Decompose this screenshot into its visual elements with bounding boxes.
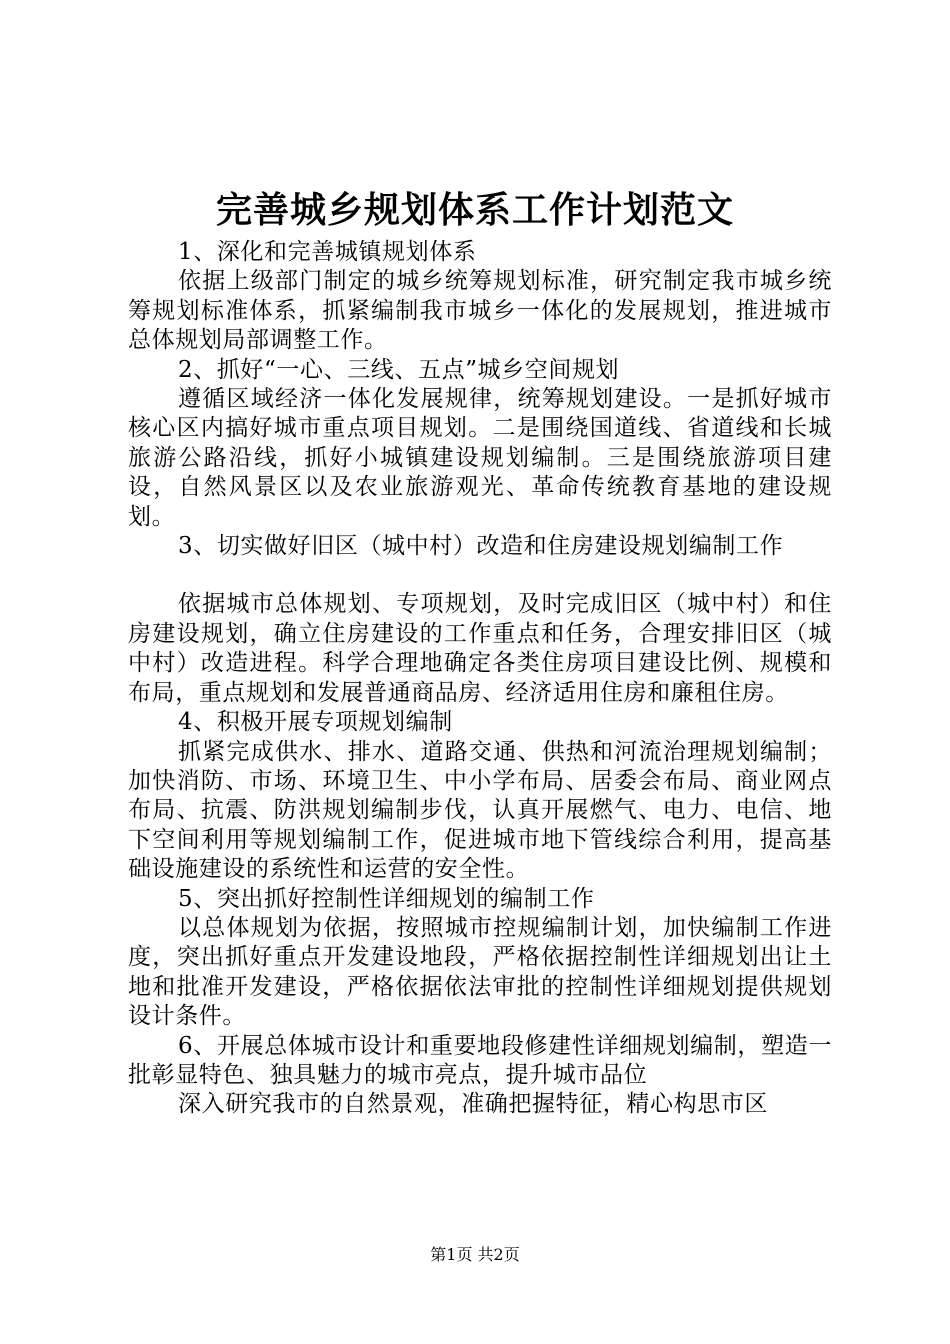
section-heading: 3、切实做好旧区（城中村）改造和住房建设规划编制工作 (178, 533, 784, 560)
section-heading: 4、积极开展专项规划编制 (178, 709, 453, 736)
section-paragraph: 抓紧完成供水、排水、道路交通、供热和河流治理规划编制；加快消防、市场、环境卫生、中小学布局、居委会布局、商业网点布局、抗震、防洪规划编制步伐，认真开展燃气、电力、电信、地下空间利用等规划编制工作，促进城市地下管线综合利用，提高基础设施建设的系统性和运营的安全性。 (128, 738, 832, 883)
section-heading: 6、开展总体城市设计和重要地段修建性详细规划编制，塑造一批彰显特色、独具魅力的城市亮点，提升城市品位 (128, 1032, 832, 1088)
section-paragraph: 依据上级部门制定的城乡统筹规划标准，研究制定我市城乡统筹规划标准体系，抓紧编制我市城乡一体化的发展规划，推进城市总体规划局部调整工作。 (128, 268, 832, 354)
page-footer: 第1页 共2页 (430, 1245, 520, 1264)
document-title: 完善城乡规划体系工作计划范文 (215, 189, 734, 231)
document-body (128, 238, 832, 1120)
section-paragraph: 以总体规划为依据，按照城市控规编制计划，加快编制工作进度，突出抓好重点开发建设地段，严格依据控制性详细规划出让土地和批准开发建设，严格依据依法审批的控制性详细规划提供规划设计条件。 (128, 914, 832, 1030)
section-heading: 5、突出抓好控制性详细规划的编制工作 (178, 885, 595, 912)
section-paragraph: 深入研究我市的自然景观，准确把握特征，精心构思市区 (178, 1091, 768, 1118)
section-paragraph: 遵循区域经济一体化发展规律，统筹规划建设。一是抓好城市核心区内搞好城市重点项目规划。二是围绕国道线、省道线和长城旅游公路沿线，抓好小城镇建设规划编制。三是围绕旅游项目建设，自然风景区以及农业旅游观光、革命传统教育基地的建设规划。 (128, 386, 832, 530)
section-paragraph: 依据城市总体规划、专项规划，及时完成旧区（城中村）和住房建设规划，确立住房建设的工作重点和任务，合理安排旧区（城中村）改造进程。科学合理地确定各类住房项目建设比例、规模和布局，重点规划和发展普通商品房、经济适用住房和廉租住房。 (128, 591, 832, 706)
section-heading: 1、深化和完善城镇规划体系 (178, 239, 477, 265)
section-heading: 2、抓好“一心、三线、五点”城乡空间规划 (178, 356, 620, 383)
